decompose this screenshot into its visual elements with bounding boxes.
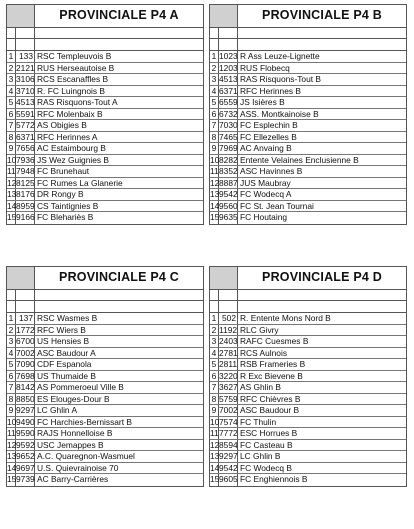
team-position: 15 [7,474,17,484]
team-row [210,336,406,348]
empty-row [7,290,203,301]
empty-cell [7,301,16,312]
team-row [210,51,406,63]
title-gutter [210,267,238,289]
team-position: 13 [210,451,220,461]
team-name: AS Obigies B [37,120,87,130]
team-position: 6 [7,371,16,382]
team-position: 1 [7,51,16,62]
team-position: 5 [210,97,219,108]
panel-p4-c [6,266,204,487]
team-matricule: 9297 [219,451,238,461]
panel-p4-b [209,4,407,225]
team-name: FC Enghiennois B [240,474,308,484]
panel-title: PROVINCIALE P4 B [262,8,382,22]
team-name: RUS Flobecq [240,62,290,73]
empty-cell [238,301,406,312]
team-matricule: 2121 [16,62,35,73]
team-matricule: 9605 [219,474,238,484]
team-row [7,212,203,224]
team-position: 13 [210,189,220,199]
team-name: RUS Herseautoise B [37,62,115,73]
team-name: AC Barry-Carrières [37,474,109,484]
team-row [210,86,406,98]
empty-cell [35,28,203,38]
team-row [210,428,406,440]
team-position: 12 [7,177,17,188]
team-position: 6 [210,371,219,382]
empty-cell [35,290,203,300]
team-name: AC Estaimbourg B [37,143,106,153]
team-name: RLC Givry [240,324,279,335]
team-name: RAS Risquons-Tout A [37,97,118,107]
team-position: 15 [210,474,220,484]
empty-row [210,290,406,301]
team-position: 8 [210,132,219,143]
team-name: ASS. Montkainoise B [240,108,319,119]
team-matricule: 7698 [16,370,35,381]
team-matricule: 7772 [219,428,238,438]
team-position: 12 [210,439,220,450]
team-matricule: 7969 [219,143,238,153]
team-position: 5 [7,97,16,108]
panel-p4-d [209,266,407,487]
team-name: FC Houtaing [240,212,288,222]
empty-row [210,39,406,51]
empty-cell [16,39,35,50]
team-matricule: 3627 [219,382,238,392]
team-matricule: 9590 [16,428,35,438]
team-name: RFC Wiers B [37,324,86,335]
team-matricule: 5759 [219,393,238,404]
team-position: 14 [7,462,17,473]
team-matricule: 137 [16,313,35,324]
team-matricule: 8352 [219,166,238,176]
team-row [210,313,406,325]
team-list [210,51,406,224]
team-position: 12 [7,439,17,450]
team-row [7,313,203,325]
team-matricule: 7002 [219,405,238,415]
empty-cell [35,301,203,312]
team-position: 1 [210,51,219,62]
team-row [7,405,203,417]
team-name: RAS Risquons-Tout B [240,74,321,84]
team-row [210,405,406,417]
team-row [210,63,406,75]
team-row [7,451,203,463]
team-name: RCS Aulnois [240,347,288,358]
team-name: ESC Horrues B [240,428,298,438]
empty-cell [219,28,238,38]
empty-cell [219,301,238,312]
team-row [7,74,203,86]
empty-row [7,39,203,51]
team-position: 13 [7,189,17,199]
team-row [7,97,203,109]
team-position: 9 [7,143,16,154]
team-matricule: 9635 [219,212,238,222]
team-list [210,313,406,486]
empty-row [210,301,406,313]
team-matricule: 7656 [16,143,35,153]
panel-title: PROVINCIALE P4 D [262,270,382,284]
team-name: RCS Escanaffles B [37,74,109,84]
team-row [7,325,203,337]
team-name: LC Ghlin B [240,451,281,461]
team-matricule: 4513 [219,74,238,84]
team-position: 3 [210,74,219,85]
team-matricule: 6700 [16,336,35,346]
team-name: FC Casteau B [240,439,293,450]
panel-title-row [7,4,203,28]
team-name: FC Blehariès B [37,212,94,222]
team-position: 3 [210,336,219,347]
team-position: 3 [7,336,16,347]
team-position: 6 [7,109,16,120]
team-row [7,155,203,167]
empty-cell [238,290,406,300]
team-position: 10 [210,154,220,165]
team-row [210,155,406,167]
empty-cell [219,290,238,300]
team-row [7,394,203,406]
team-matricule: 7574 [219,416,238,427]
team-position: 14 [210,200,220,211]
team-position: 14 [210,462,220,473]
team-position: 1 [7,313,16,324]
panel-title-row [210,4,406,28]
team-matricule: 502 [219,313,238,324]
empty-row [7,28,203,39]
team-name: AS Ghlin B [240,382,281,392]
team-row [7,474,203,486]
team-matricule: 5772 [16,120,35,130]
team-position: 11 [210,428,219,438]
team-matricule: 1772 [16,324,35,335]
team-row [210,382,406,394]
team-position: 4 [7,348,16,359]
team-list [7,313,203,486]
team-name: U.S. Quievrainoise 70 [37,462,119,473]
team-row [210,463,406,475]
team-row [210,474,406,486]
team-name: JS Wez Guignies B [37,154,109,165]
team-matricule: 3106 [16,74,35,84]
team-position: 10 [7,416,17,427]
team-position: 11 [7,166,16,176]
team-matricule: 8282 [219,154,238,165]
team-row [7,178,203,190]
team-name: AS Pommeroeul Ville B [37,382,124,392]
team-name: CDF Espanola [37,359,92,369]
team-name: RAFC Cuesmes B [240,336,309,346]
team-name: ASC Baudour B [240,405,300,415]
team-matricule: 5591 [16,108,35,119]
team-row [210,74,406,86]
team-position: 7 [210,382,219,393]
panel-title-row [210,266,406,290]
team-position: 2 [210,63,219,74]
team-row [210,394,406,406]
team-matricule: 8125 [16,177,35,188]
team-row [7,417,203,429]
team-name: LC Ghlin A [37,405,78,415]
team-matricule: 7090 [16,359,35,369]
team-name: RAJS Honnelloise B [37,428,113,438]
team-position: 9 [210,405,219,416]
team-position: 5 [210,359,219,370]
team-row [210,440,406,452]
panel-title-row [7,266,203,290]
team-row [210,359,406,371]
team-row [7,348,203,360]
team-row [7,189,203,201]
team-matricule: 8176 [16,189,35,199]
team-row [7,132,203,144]
team-row [7,143,203,155]
team-row [210,417,406,429]
empty-row [210,28,406,39]
team-matricule: 6371 [16,131,35,142]
team-position: 2 [7,325,16,336]
team-matricule: 8850 [16,393,35,404]
empty-cell [210,301,219,312]
team-position: 4 [210,86,219,97]
team-position: 11 [210,166,219,176]
team-row [210,109,406,121]
team-name: RSC Templeuvois B [37,51,112,61]
empty-cell [16,301,35,312]
team-matricule: 2811 [219,359,238,369]
team-position: 15 [210,212,220,222]
team-matricule: 9560 [219,200,238,211]
title-gutter [7,267,35,289]
empty-cell [7,39,16,50]
team-name: CS Taintignies B [37,200,99,211]
team-name: ES Elouges-Dour B [37,393,110,404]
team-name: FC Esplechin B [240,120,298,130]
team-matricule: 3220 [219,370,238,381]
team-name: FC Ellezelles B [240,131,297,142]
team-name: R Exc Bievene B [240,370,303,381]
team-row [7,63,203,75]
team-matricule: 133 [16,51,35,62]
team-name: ASC Havinnes B [240,166,303,176]
team-name: US Hensies B [37,336,90,346]
team-row [210,143,406,155]
team-matricule: 7936 [16,154,35,165]
team-row [210,97,406,109]
team-name: A.C. Quaregnon-Wasmuel [37,451,135,461]
team-position: 7 [210,120,219,131]
panel-title: PROVINCIALE P4 C [59,270,179,284]
team-name: JS Isières B [240,97,285,107]
team-row [210,201,406,213]
team-matricule: 9490 [16,416,35,427]
team-name: R Ass Leuze-Lignette [240,51,320,61]
team-name: ASC Baudour A [37,347,96,358]
team-matricule: 9542 [219,189,238,199]
team-matricule: 8142 [16,382,35,392]
empty-cell [16,290,35,300]
team-matricule: 8959 [16,200,35,211]
team-name: USC Jemappes B [37,439,104,450]
team-matricule: 9697 [16,462,35,473]
empty-cell [35,39,203,50]
team-row [210,325,406,337]
empty-cell [210,290,219,300]
team-matricule: 9592 [16,439,35,450]
team-position: 4 [7,86,16,97]
team-row [7,51,203,63]
panel-title: PROVINCIALE P4 A [59,8,179,22]
team-matricule: 7030 [219,120,238,130]
empty-cell [210,39,219,50]
team-matricule: 8887 [219,177,238,188]
team-row [210,451,406,463]
panel-p4-a [6,4,204,225]
empty-cell [210,28,219,38]
team-row [210,178,406,190]
team-name: RFC Molenbaix B [37,108,103,119]
team-name: FC St. Jean Tournai [240,200,314,211]
team-name: R. FC Luingnois B [37,85,105,96]
team-matricule: 6559 [219,97,238,107]
team-matricule: 7002 [16,347,35,358]
team-name: RSC Wasmes B [37,313,98,323]
team-name: FC Rumes La Glanerie [37,177,123,188]
team-matricule: 1203 [219,62,238,73]
team-matricule: 9297 [16,405,35,415]
team-matricule: 2403 [219,336,238,346]
team-name: Entente Velaines Enclusienne B [240,154,359,165]
team-row [210,166,406,178]
team-matricule: 6732 [219,108,238,119]
team-position: 11 [7,428,16,438]
team-row [210,189,406,201]
team-position: 1 [210,313,219,324]
team-name: RSB Frameries B [240,359,306,369]
team-position: 6 [210,109,219,120]
team-position: 15 [7,212,17,222]
team-matricule: 1023 [219,51,238,61]
team-row [210,132,406,144]
team-name: AC Anvaing B [240,143,292,153]
team-name: FC Thulin [240,416,277,427]
team-name: RFC Herinnes A [37,131,98,142]
team-position: 14 [7,200,17,211]
team-matricule: 9652 [16,451,35,461]
team-row [7,359,203,371]
team-position: 9 [7,405,16,416]
team-position: 8 [7,394,16,405]
team-matricule: 7465 [219,131,238,142]
team-row [210,120,406,132]
title-gutter [7,5,35,27]
team-matricule: 1192 [219,324,238,335]
team-position: 5 [7,359,16,370]
team-matricule: 9739 [16,474,35,484]
empty-cell [7,290,16,300]
team-matricule: 4513 [16,97,35,107]
team-row [7,86,203,98]
team-position: 9 [210,143,219,154]
team-row [7,201,203,213]
empty-cell [238,39,406,50]
team-row [7,109,203,121]
team-name: FC Wodecq B [240,462,292,473]
team-row [7,440,203,452]
team-matricule: 8594 [219,439,238,450]
team-position: 8 [7,132,16,143]
team-matricule: 3710 [16,85,35,96]
team-name: JUS Maubray [240,177,291,188]
empty-cell [219,39,238,50]
team-row [7,428,203,440]
team-row [7,371,203,383]
team-row [210,212,406,224]
team-position: 13 [7,451,17,461]
team-matricule: 7948 [16,166,35,176]
team-position: 7 [7,382,16,393]
team-name: R. Entente Mons Nord B [240,313,331,323]
team-matricule: 6371 [219,85,238,96]
team-name: RFC Herinnes B [240,85,301,96]
team-matricule: 9542 [219,462,238,473]
empty-row [7,301,203,313]
team-row [7,120,203,132]
team-row [210,348,406,360]
team-name: DR Rongy B [37,189,84,199]
team-position: 10 [210,416,220,427]
team-position: 12 [210,177,220,188]
team-name: FC Brunehaut [37,166,90,176]
team-name: FC Wodecq A [240,189,292,199]
team-name: RFC Chièvres B [240,393,301,404]
team-matricule: 9166 [16,212,35,222]
team-position: 8 [210,394,219,405]
team-position: 3 [7,74,16,85]
team-matricule: 2781 [219,347,238,358]
empty-cell [16,28,35,38]
team-position: 7 [7,120,16,131]
team-row [7,463,203,475]
team-position: 2 [7,63,16,74]
team-list [7,51,203,224]
empty-cell [7,28,16,38]
team-name: US Thumaide B [37,370,96,381]
team-position: 10 [7,154,17,165]
team-row [7,382,203,394]
team-position: 2 [210,325,219,336]
team-position: 4 [210,348,219,359]
team-row [7,336,203,348]
team-row [210,371,406,383]
team-row [7,166,203,178]
empty-cell [238,28,406,38]
title-gutter [210,5,238,27]
team-name: FC Harchies-Bernissart B [37,416,132,427]
